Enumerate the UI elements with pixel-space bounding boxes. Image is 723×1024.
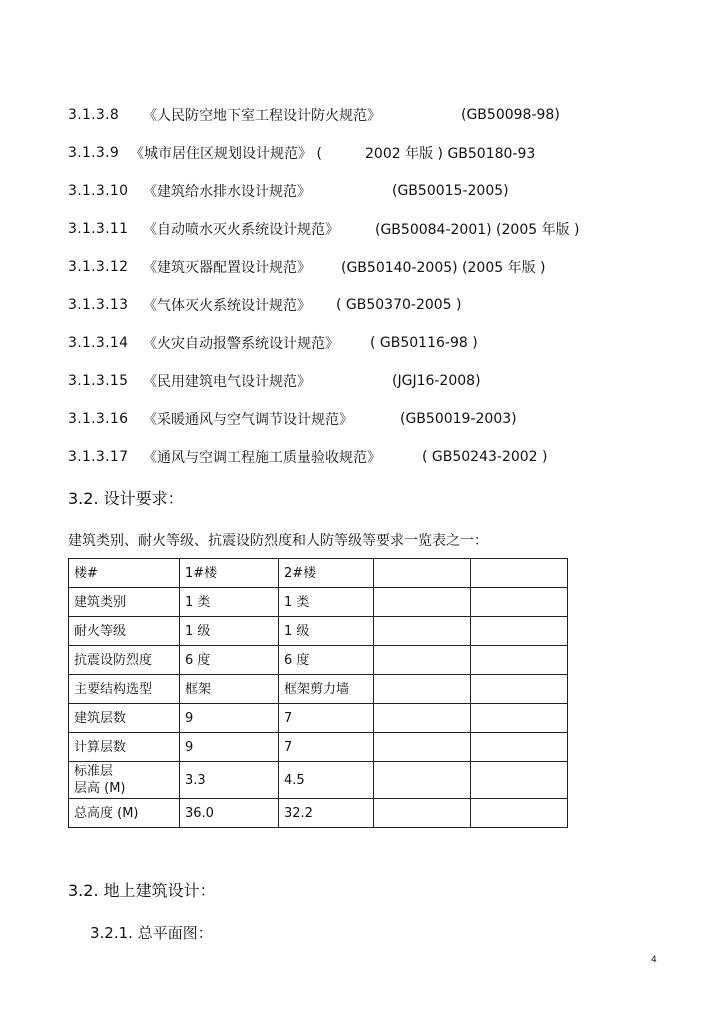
reference-number: 3.1.3.14: [68, 335, 129, 351]
table-cell: 1 级: [279, 617, 374, 646]
table-cell: 框架剪力墙: [279, 675, 374, 704]
table-cell: 9: [180, 704, 279, 733]
table-cell: 1 类: [279, 588, 374, 617]
requirements-table: [68, 558, 568, 828]
table-cell: [471, 559, 568, 588]
table-cell: [374, 799, 471, 828]
reference-standard: (GB50019-2003): [400, 411, 517, 427]
table-row: [69, 762, 568, 799]
table-cell: [374, 588, 471, 617]
reference-item: [68, 248, 546, 286]
table-cell: [471, 675, 568, 704]
table-cell: [374, 559, 471, 588]
reference-title: 《人民防空地下室工程设计防火规范》: [143, 108, 381, 124]
table-cell: [471, 617, 568, 646]
table-cell: [374, 762, 471, 799]
reference-standard: 2002 年版 ) GB50180-93: [365, 146, 536, 162]
reference-standard: ( GB50370-2005 ): [336, 297, 462, 313]
table-cell: 6 度: [279, 646, 374, 675]
table-cell: [374, 617, 471, 646]
table-row: [69, 588, 568, 617]
reference-item: [68, 96, 560, 134]
reference-standard: (JGJ16-2008): [392, 373, 481, 389]
table-cell: 3.3: [180, 762, 279, 799]
table-row: [69, 799, 568, 828]
reference-item: [68, 134, 536, 172]
reference-number: 3.1.3.17: [68, 449, 129, 465]
table-cell: [471, 588, 568, 617]
table-cell: 6 度: [180, 646, 279, 675]
reference-standard: ( GB50116-98 ): [370, 335, 478, 351]
reference-item: [68, 210, 580, 248]
table-cell: 1 级: [180, 617, 279, 646]
reference-title: 《自动喷水灭火系统设计规范》: [143, 222, 339, 238]
table-cell: 36.0: [180, 799, 279, 828]
table-cell: [374, 733, 471, 762]
reference-item: [68, 438, 548, 476]
table-cell: 计算层数: [69, 733, 180, 762]
table-cell: 4.5: [279, 762, 374, 799]
reference-title: 《建筑灭器配置设计规范》: [143, 260, 311, 276]
table-cell: 1#楼: [180, 559, 279, 588]
reference-number: 3.1.3.12: [68, 259, 129, 275]
reference-title: 《火灾自动报警系统设计规范》: [143, 336, 339, 352]
subsection-heading-site-plan: 3.2.1. 总平面图：: [90, 924, 213, 942]
reference-item: [68, 362, 481, 400]
table-cell: [374, 704, 471, 733]
table-cell: 7: [279, 704, 374, 733]
table-cell: 主要结构选型: [69, 675, 180, 704]
table-row: [69, 617, 568, 646]
table-cell: 耐火等级: [69, 617, 180, 646]
table-row: [69, 704, 568, 733]
table-cell: [471, 646, 568, 675]
reference-standard: ( GB50243-2002 ): [422, 449, 548, 465]
section-heading-design-requirements: 3.2. 设计要求：: [68, 489, 184, 508]
reference-title: 《采暖通风与空气调节设计规范》: [143, 412, 353, 428]
reference-title: 《民用建筑电气设计规范》: [143, 374, 311, 390]
reference-title: 《通风与空调工程施工质量验收规范》: [143, 450, 381, 466]
table-cell: [471, 733, 568, 762]
table-row: [69, 646, 568, 675]
table-cell: 1 类: [180, 588, 279, 617]
table-intro-text: 建筑类别、耐火等级、抗震设防烈度和人防等级等要求一览表之一：: [68, 533, 488, 549]
reference-number: 3.1.3.8: [68, 107, 120, 123]
reference-title: 《气体灭火系统设计规范》: [143, 298, 311, 314]
reference-item: [68, 286, 462, 324]
reference-number: 3.1.3.13: [68, 297, 129, 313]
reference-title: 《建筑给水排水设计规范》: [143, 184, 311, 200]
table-cell: [471, 762, 568, 799]
table-row: [69, 733, 568, 762]
table-row: [69, 559, 568, 588]
table-cell: 32.2: [279, 799, 374, 828]
reference-title: 《城市居住区规划设计规范》 (: [130, 146, 322, 162]
table-cell: 9: [180, 733, 279, 762]
table-cell: 7: [279, 733, 374, 762]
table-row: [69, 675, 568, 704]
table-cell: 抗震设防烈度: [69, 646, 180, 675]
reference-standard: (GB50098-98): [461, 107, 560, 123]
table-cell: 标准层 层高 (M): [69, 762, 180, 799]
reference-standard: (GB50015-2005): [392, 183, 509, 199]
table-cell: [471, 704, 568, 733]
table-cell: 总高度 (M): [69, 799, 180, 828]
reference-number: 3.1.3.10: [68, 183, 129, 199]
reference-standard: (GB50084-2001) (2005 年版 ): [375, 222, 580, 238]
reference-item: [68, 324, 478, 362]
page-number: 4: [651, 955, 657, 965]
table-cell: 建筑类别: [69, 588, 180, 617]
table-cell: 楼#: [69, 559, 180, 588]
reference-number: 3.1.3.11: [68, 221, 129, 237]
table-cell: 建筑层数: [69, 704, 180, 733]
table-cell: 框架: [180, 675, 279, 704]
reference-number: 3.1.3.9: [68, 145, 120, 161]
table-cell: [374, 675, 471, 704]
reference-number: 3.1.3.15: [68, 373, 129, 389]
table-cell: [374, 646, 471, 675]
reference-standard: (GB50140-2005) (2005 年版 ): [341, 260, 546, 276]
reference-item: [68, 172, 509, 210]
reference-list: [68, 96, 580, 476]
reference-item: [68, 400, 517, 438]
reference-number: 3.1.3.16: [68, 411, 129, 427]
section-heading-above-ground: 3.2. 地上建筑设计：: [68, 881, 216, 900]
table-cell: [471, 799, 568, 828]
table-cell: 2#楼: [279, 559, 374, 588]
